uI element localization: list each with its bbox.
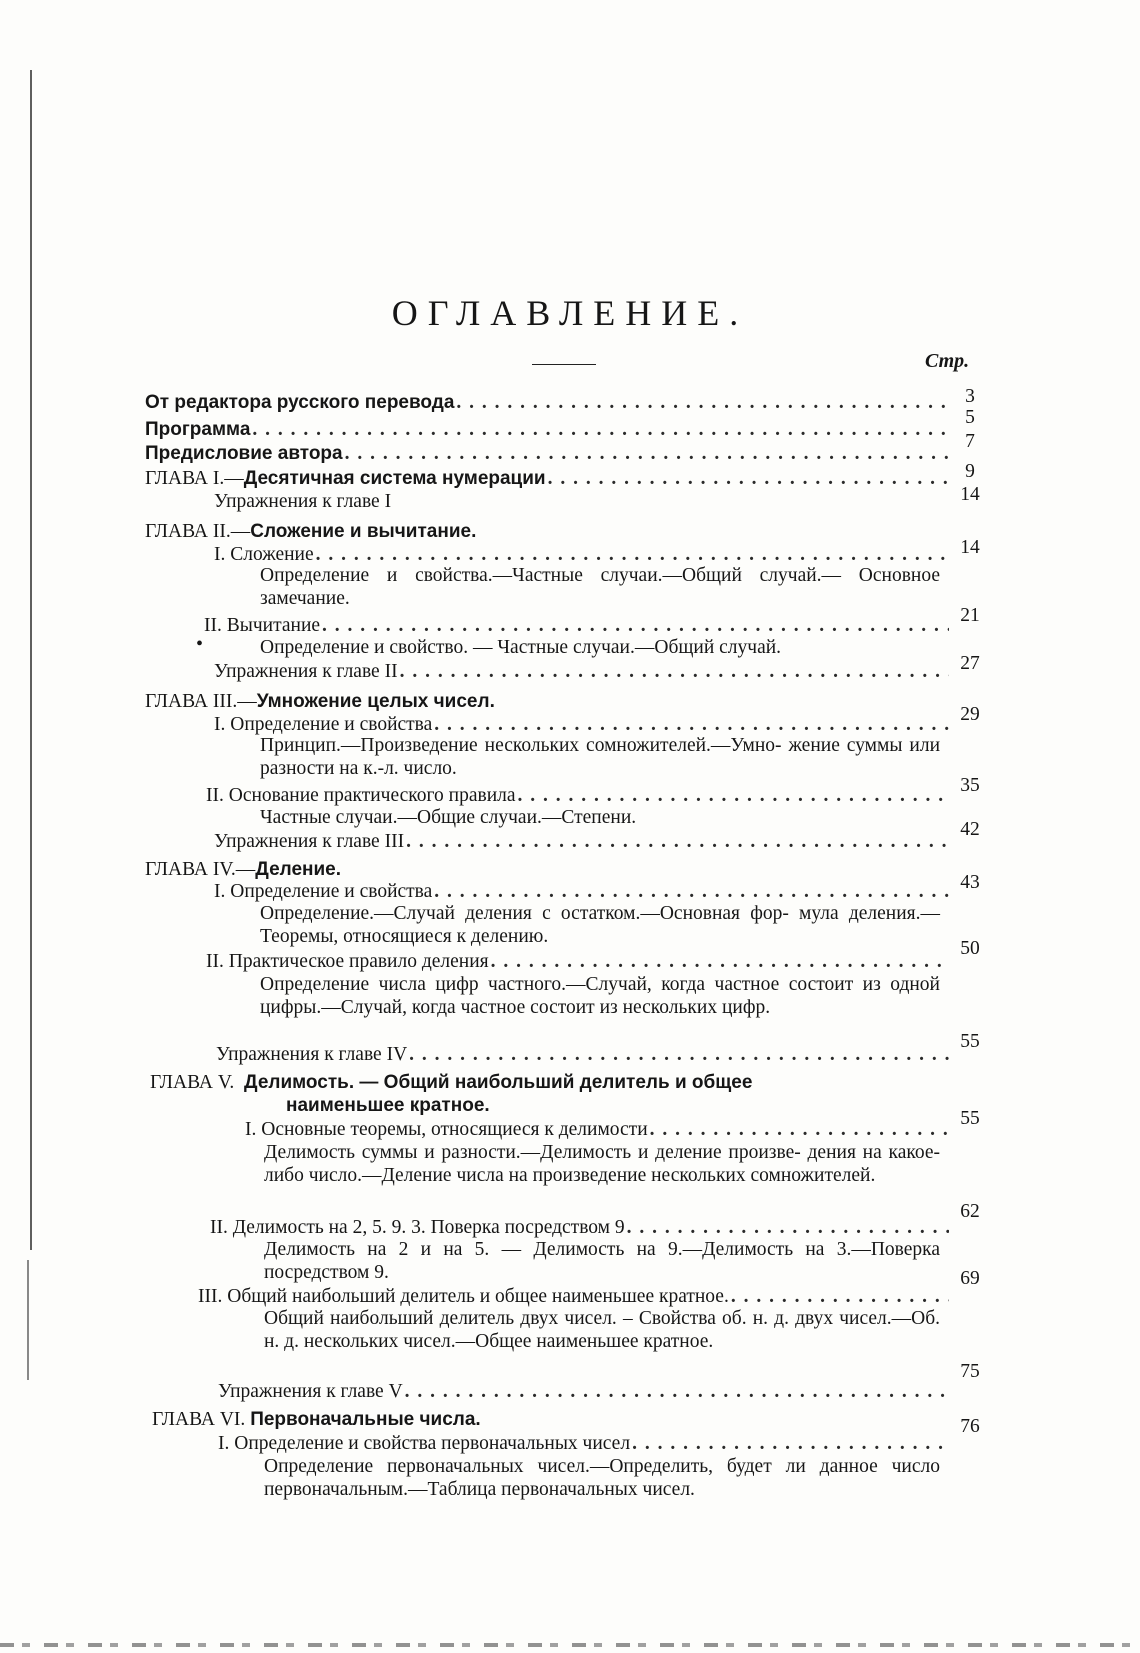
toc-page-number: 14 <box>960 484 980 505</box>
chapter-prefix: ГЛАВА V. <box>150 1072 235 1093</box>
toc-page-number: 27 <box>960 653 980 674</box>
toc-chapter-entry[interactable] <box>150 1071 951 1095</box>
toc-page-number: 7 <box>965 431 975 452</box>
leader-dots <box>405 1380 949 1404</box>
toc-entry-label: II. Делимость на 2, 5. 9. 3. Поверка посредством 9 <box>210 1217 625 1238</box>
leader-dots <box>650 1118 949 1142</box>
toc-page-number: 9 <box>965 461 975 482</box>
toc-entry-label: III. Общий наибольший делитель и общее наименьшее кратное. <box>198 1286 729 1307</box>
toc-entry[interactable] <box>214 490 951 514</box>
toc-description: Определение числа цифр частного.—Случай, когда частное состоит из одной цифры.—Случай, когда частное состоит из нескольких цифр. <box>260 974 940 1018</box>
toc-page-number: 43 <box>960 872 980 893</box>
toc-description: Делимость на 2 и на 5. — Делимость на 9.—Делимость на 3.—Поверка посредством 9. <box>264 1239 940 1283</box>
toc-entry-label: I. Сложение <box>214 544 314 565</box>
chapter-title: Первоначальные числа. <box>250 1409 481 1430</box>
toc-entry[interactable] <box>206 784 951 808</box>
toc-entry-label: От редактора русского перевода <box>145 392 455 413</box>
toc-page-number: 29 <box>960 704 980 725</box>
leader-dots <box>731 1285 949 1309</box>
leader-dots <box>434 880 949 904</box>
toc-entry[interactable] <box>214 880 951 904</box>
toc-page-number: 55 <box>960 1108 980 1129</box>
toc-page-number: 69 <box>960 1268 980 1289</box>
toc-entry-label: Упражнения к главе III <box>214 831 405 852</box>
leader-dots <box>409 1043 949 1067</box>
toc-page-number: 42 <box>960 819 980 840</box>
bullet-mark: • <box>196 633 204 655</box>
toc-entry[interactable] <box>204 614 951 638</box>
toc-entry[interactable] <box>214 830 951 854</box>
toc-description: Определение.—Случай деления с остатком.—Основная фор- мула деления.—Теоремы, относящиеся к делению. <box>260 903 940 947</box>
toc-description: Определение первоначальных чисел.—Определить, будет ли данное число первоначальным.—Таблица первоначальных чисел. <box>264 1456 940 1500</box>
toc-entry-label: Упражнения к главе V <box>218 1381 403 1402</box>
leader-dots <box>400 660 949 684</box>
toc-entry[interactable] <box>145 391 951 415</box>
toc-page-number: 62 <box>960 1201 980 1222</box>
leader-dots <box>406 830 949 854</box>
chapter-prefix: ГЛАВА IV.— <box>145 859 256 880</box>
chapter-prefix: ГЛАВА II.— <box>145 521 251 542</box>
toc-page-number: 50 <box>960 938 980 959</box>
toc-page-number: 21 <box>960 605 980 626</box>
leader-dots <box>627 1216 949 1240</box>
toc-page-number: 5 <box>965 407 975 428</box>
toc-entry-label: I. Определение и свойства первоначальных чисел <box>218 1433 631 1454</box>
chapter-title: Делимость. — Общий наибольший делитель и общее <box>244 1072 753 1093</box>
toc-page-number: 3 <box>965 386 975 407</box>
chapter-title: Умножение целых чисел. <box>256 691 495 712</box>
leader-dots <box>252 418 949 442</box>
toc-entry-label: Упражнения к главе II <box>214 661 398 682</box>
page-title: ОГЛАВЛЕНИЕ. <box>391 293 749 333</box>
toc-description: Определение и свойство. — Частные случаи.—Общий случай. <box>260 637 782 658</box>
toc-entry[interactable] <box>206 950 951 974</box>
toc-entry-label: II. Основание практического правила <box>206 785 516 806</box>
toc-entry[interactable] <box>214 660 951 684</box>
toc-page-number: 14 <box>960 537 980 558</box>
toc-entry[interactable] <box>216 1043 951 1067</box>
toc-description: Общий наибольший делитель двух чисел. – Свойства об. н. д. двух чисел.—Об. н. д. нескольких чисел.—Общее наименьшее кратное. <box>264 1308 940 1352</box>
toc-entry[interactable] <box>198 1285 951 1309</box>
leader-dots <box>491 950 949 974</box>
leader-dots <box>548 467 949 491</box>
chapter-prefix: ГЛАВА III.— <box>145 691 257 712</box>
toc-description: Частные случаи.—Общие случаи.—Степени. <box>260 807 637 828</box>
toc-page-number: 76 <box>960 1416 980 1437</box>
toc-page-number: 75 <box>960 1361 980 1382</box>
toc-chapter-entry[interactable] <box>145 520 951 544</box>
leader-dots <box>322 614 949 638</box>
toc-entry-label: Упражнения к главе IV <box>216 1044 408 1065</box>
toc-entry[interactable] <box>145 442 951 466</box>
toc-page-number: 35 <box>960 775 980 796</box>
toc-description: Принцип.—Произведение нескольких сомножителей.—Умно- жение суммы или разности на к.-л. число. <box>260 735 940 779</box>
toc-entry-label: Упражнения к главе I <box>214 491 392 512</box>
toc-chapter-entry[interactable] <box>145 690 951 714</box>
toc-entry-label: II. Вычитание <box>204 615 321 636</box>
chapter-title: Деление. <box>255 859 342 880</box>
toc-entry[interactable] <box>218 1432 951 1456</box>
page-column-label: Стр. <box>925 350 970 372</box>
toc-description: Делимость суммы и разности.—Делимость и деление произве- дения на какое-либо число.—Деление числа на произведение нескольких сомножителей. <box>264 1142 940 1186</box>
toc-entry[interactable] <box>145 418 951 442</box>
toc-chapter-entry[interactable] <box>152 1408 951 1432</box>
toc-entry-label: I. Определение и свойства <box>214 881 433 902</box>
toc-entry-label: I. Основные теоремы, относящиеся к делимости <box>245 1119 648 1140</box>
toc-entry-label: Предисловие автора <box>145 443 343 464</box>
chapter-prefix: ГЛАВА I.— <box>145 468 244 489</box>
toc-chapter-entry[interactable] <box>145 858 951 882</box>
leader-dots <box>345 442 949 466</box>
chapter-title: Сложение и вычитание. <box>250 521 477 542</box>
chapter-title: Десятичная система нумерации <box>243 468 546 489</box>
leader-dots <box>632 1432 949 1456</box>
leader-dots <box>456 391 949 415</box>
chapter-prefix: ГЛАВА VI. <box>152 1409 246 1430</box>
toc-entry-label: II. Практическое правило деления <box>206 951 489 972</box>
toc-entry[interactable] <box>210 1216 951 1240</box>
chapter-title-continuation: наименьшее кратное. <box>286 1095 490 1116</box>
toc-entry[interactable] <box>245 1118 951 1142</box>
toc-entry-label: I. Определение и свойства <box>214 714 433 735</box>
toc-page-number: 55 <box>960 1031 980 1052</box>
toc-entry-label: Программа <box>145 419 251 440</box>
toc-entry[interactable] <box>218 1380 951 1404</box>
toc-chapter-entry[interactable] <box>145 467 951 491</box>
leader-dots <box>518 784 949 808</box>
toc-description: Определение и свойства.—Частные случаи.—Общий случай.— Основное замечание. <box>260 565 940 609</box>
